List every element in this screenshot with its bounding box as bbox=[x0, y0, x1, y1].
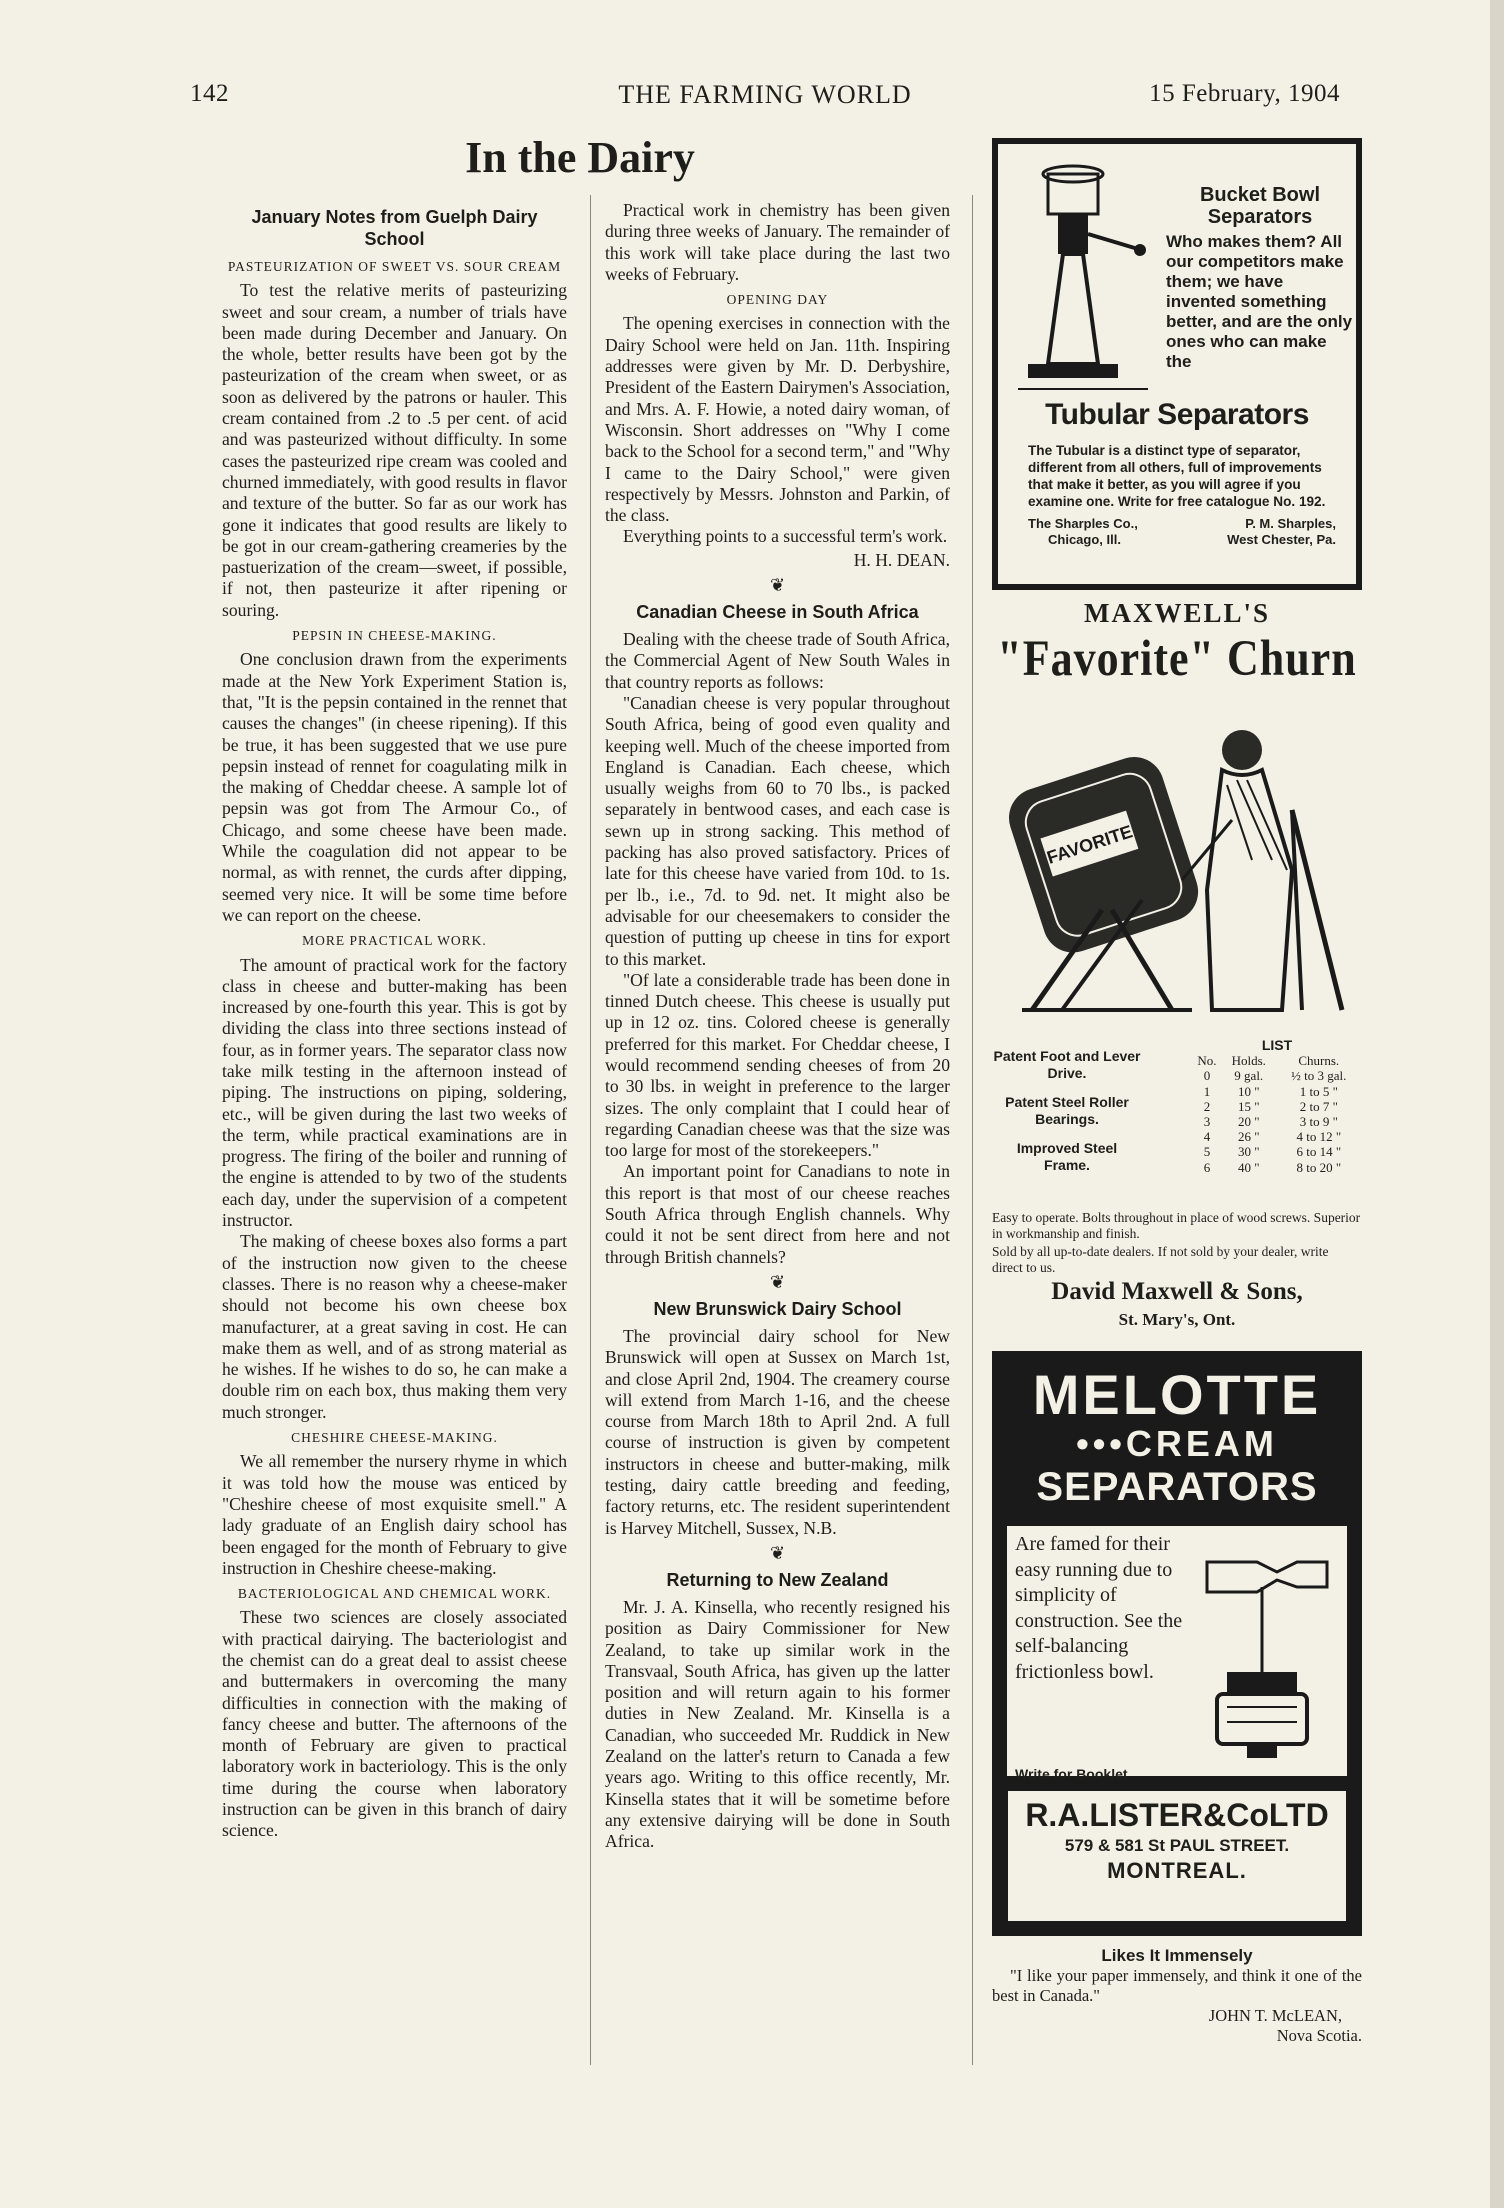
column-divider bbox=[972, 195, 973, 2065]
paragraph: The amount of practical work for the factory class in cheese and butter-making has been increased by one-fourth this year. This is got by dividing the class into three sections instead of four, as in former years. The separator class now take milk testing in the afternoon instead of piping. The instructions on piping, soldering, etc., will be given during the last two weeks of the term, while practical examinations are in progress. The firing of the boiler and running of the engine is attended to by two of the students each day, under the supervision of a competent instructor. bbox=[222, 954, 567, 1231]
melotte-body: Are famed for their easy running due to simplicity of construction. See the self-balancing frictionless bowl. bbox=[1015, 1533, 1183, 1683]
maxwell-fine-print bbox=[992, 1210, 1362, 1278]
address-chicago bbox=[1028, 516, 1178, 548]
maxwell-churn-advertisement bbox=[992, 598, 1362, 1343]
table-cell: 4 to 12 " bbox=[1296, 1129, 1342, 1145]
paragraph: The making of cheese boxes also forms a part of the instruction now given to the cheese classes. There is no reason why a cheese-maker should not become his own cheese box manufacturer, at a great saving in cost. He can make them as well, and of as strong material as he wishes. If he wishes to do so, he can make a double rim on each box, thus making them very much stronger. bbox=[222, 1231, 567, 1422]
table-row bbox=[1192, 1114, 1362, 1129]
article-column-1 bbox=[222, 200, 567, 1842]
paragraph: "Of late a considerable trade has been done in tinned Dutch cheese. This cheese is usually put up in 12 oz. tins. Colored cheese is generally preferred for this market. For Cheddar cheese, I would recommend sending cheeses of from 20 to 30 lbs. in weight in preference to the larger sizes. The only complaint that I could hear of regarding Canadian cheese was that the size was too large for most of the storekeepers." bbox=[605, 969, 950, 1161]
churn-size-table bbox=[1192, 1053, 1362, 1175]
table-cell: 2 to 7 " bbox=[1299, 1098, 1338, 1114]
article-title-south-africa: Canadian Cheese in South Africa bbox=[636, 602, 919, 623]
paragraph: An important point for Canadians to note in this report is that most of our cheese reaches South Africa through English channels. Why could it not be sent direct from here and not through British channels? bbox=[605, 1161, 950, 1267]
company-city: Chicago, Ill. bbox=[1048, 532, 1121, 547]
leaf-ornament-icon: ❦ bbox=[769, 1271, 786, 1292]
table-cell: 9 gal. bbox=[1234, 1068, 1264, 1084]
lister-street: 579 & 581 St PAUL STREET. bbox=[1064, 1836, 1290, 1855]
masthead: THE FARMING WORLD bbox=[618, 80, 912, 109]
feature-item: Patent Steel Roller Bearings. bbox=[1005, 1094, 1129, 1127]
feature-item: Patent Foot and Lever Drive. bbox=[993, 1048, 1141, 1081]
table-cell: 3 bbox=[1203, 1114, 1211, 1130]
paragraph: Dealing with the cheese trade of South Africa, the Commercial Agent of New South Wales in that country reports as follows: bbox=[605, 629, 950, 692]
issue-date: 15 February, 1904 bbox=[1149, 80, 1340, 107]
melotte-separators: SEPARATORS bbox=[1036, 1465, 1318, 1509]
paragraph: "Canadian cheese is very popular throughout South Africa, being of good even quality and keeping well. Much of the cheese imported from England is Canadian. Each cheese, which usually weighs from 60 to 70 lbs., is packed separately in bentwood cases, and each case is sewn up in strong sacking. This method of packing has also proved satisfactory. Prices of late for this cheese have varied from 10d. to 1s. per lb., i.e., 7d. to 9d. net. It might also be advisable for our cheesemakers to consider the question of putting up cheese in tins for export to this market. bbox=[605, 692, 950, 969]
subhead-pepsin: PEPSIN IN CHEESE-MAKING. bbox=[292, 628, 497, 644]
maxwell-firm-place: St. Mary's, Ont. bbox=[1118, 1310, 1236, 1329]
table-header: Holds. bbox=[1231, 1053, 1266, 1069]
table-cell: 5 bbox=[1203, 1144, 1211, 1160]
article-column-2 bbox=[605, 200, 950, 1852]
melotte-cream-text: CREAM bbox=[1125, 1423, 1278, 1464]
leaf-ornament-icon: ❦ bbox=[769, 575, 786, 596]
lister-company: R.A.LISTER&CoLTD bbox=[1025, 1797, 1329, 1833]
table-cell: ½ to 3 gal. bbox=[1291, 1068, 1347, 1084]
tubular-separators-title: Tubular Separators bbox=[1045, 398, 1309, 431]
table-header: No. bbox=[1197, 1053, 1217, 1069]
paragraph: These two sciences are closely associated with practical dairying. The bacteriologist and the chemist can do a great deal to assist cheese and buttermakers in overcoming the many difficulties in connection with the making of fancy cheese and butter. The afternoons of the month of February are given to practical laboratory work in bacteriology. This is the only time during the course when laboratory instruction can be given in this branch of dairy science. bbox=[222, 1607, 567, 1841]
feature-item: Improved Steel Frame. bbox=[1016, 1140, 1118, 1173]
table-header: Churns. bbox=[1298, 1053, 1340, 1069]
paragraph: Mr. J. A. Kinsella, who recently resigned his position as Dairy Commissioner for New Zealand, to take up similar work in the Transvaal, South Africa, has given up the latter position and will return again to his former duties in New Zealand. Mr. Kinsella is a Canadian, who succeeded Mr. Ruddick in New Zealand on the latter's return to Canada a few years ago. Writing to this office recently, Mr. Kinsella states that it will be sometime before any extensive dairying will be done in South Africa. bbox=[605, 1596, 950, 1852]
leaf-ornament-icon: ❦ bbox=[769, 1542, 786, 1563]
table-cell: 10 " bbox=[1237, 1083, 1260, 1099]
table-cell: 6 to 14 " bbox=[1296, 1144, 1342, 1160]
letter-quote: "I like your paper immensely, and think it one of the best in Canada." bbox=[992, 1966, 1362, 2005]
paragraph: The opening exercises in connection with the Dairy School were held on Jan. 11th. Inspiring addresses were given by Mr. D. Derbyshire, President of the Eastern Dairymen's Association, and Mrs. A. F. Howie, a noted dairy woman, of Wisconsin. Short addresses on "Why I come back to the School for a second term," and "Why I came to the Dairy School," were given respectively by Messrs. Johnston and Parkin, of the class. bbox=[605, 313, 950, 526]
article-title-new-brunswick: New Brunswick Dairy School bbox=[653, 1298, 902, 1319]
table-cell: 8 to 20 " bbox=[1296, 1159, 1342, 1175]
article-title-new-zealand: Returning to New Zealand bbox=[666, 1569, 889, 1590]
bucket-separator-illustration-icon bbox=[1008, 154, 1158, 404]
subhead-practical-work: MORE PRACTICAL WORK. bbox=[302, 933, 487, 949]
table-cell: 26 " bbox=[1237, 1129, 1260, 1145]
subhead-pasteurization: PASTEURIZATION OF SWEET VS. SOUR CREAM bbox=[227, 259, 562, 274]
letter-signature-name: JOHN T. McLEAN, bbox=[1208, 2006, 1342, 2025]
author-signature: H. H. DEAN. bbox=[853, 549, 950, 570]
table-cell: 30 " bbox=[1237, 1144, 1260, 1160]
table-cell: 4 bbox=[1203, 1129, 1211, 1145]
lister-panel bbox=[1005, 1788, 1349, 1924]
fine-print: Easy to operate. Bolts throughout in place of wood screws. Superior in workmanship and finish. bbox=[992, 1210, 1361, 1241]
letter-heading: Likes It Immensely bbox=[1101, 1946, 1253, 1965]
sharples-body: Who makes them? All our competitors make them; we have invented something better, and are the only ones who can make the bbox=[1166, 232, 1353, 371]
table-row bbox=[1192, 1068, 1362, 1083]
scan-edge bbox=[1490, 0, 1504, 2208]
paragraph: The provincial dairy school for New Brunswick will open at Sussex on March 1st, and close April 2nd, 1904. The creamery course will extend from March 1-16, and the cheese course from March 18th to April 2nd. A full course of instruction is given by competent instructors in cheese and butter-making, milk testing, dairy cattle breeding and feeding, factory returns, etc. The resident superintendent is Harvey Mitchell, Sussex, N.B. bbox=[605, 1325, 950, 1538]
melotte-cream bbox=[997, 1424, 1357, 1464]
write-for-booklet: Write for Booklet bbox=[1015, 1766, 1128, 1782]
paragraph: Everything points to a successful term's work. bbox=[623, 526, 948, 547]
favorite-churn-title: "Favorite" Churn bbox=[997, 630, 1357, 687]
dots-ornament-icon: ••• bbox=[1076, 1423, 1126, 1464]
page-header bbox=[190, 80, 1340, 120]
company-city: West Chester, Pa. bbox=[1227, 532, 1336, 547]
table-row bbox=[1192, 1084, 1362, 1099]
reader-letter bbox=[992, 1946, 1362, 2046]
table-cell: 40 " bbox=[1237, 1159, 1260, 1175]
melotte-title: MELOTTE bbox=[1032, 1363, 1322, 1426]
advertisement-column bbox=[992, 138, 1362, 2046]
article-title-guelph: January Notes from Guelph Dairy School bbox=[251, 207, 538, 249]
list-title: LIST bbox=[1261, 1037, 1293, 1053]
table-row bbox=[1192, 1144, 1362, 1159]
table-cell: 6 bbox=[1203, 1159, 1211, 1175]
paragraph: Practical work in chemistry has been given during three weeks of January. The remainder of this work will take place during the last two weeks of February. bbox=[605, 200, 950, 284]
churn-label: FAVORITE bbox=[1044, 821, 1135, 868]
table-row bbox=[1192, 1099, 1362, 1114]
churn-size-list bbox=[1192, 1038, 1362, 1175]
melotte-copy-panel bbox=[1005, 1524, 1349, 1782]
table-cell: 15 " bbox=[1237, 1098, 1260, 1114]
subhead-cheshire: CHESHIRE CHEESE-MAKING. bbox=[291, 1430, 498, 1446]
paragraph: We all remember the nursery rhyme in which it was told how the mouse was enticed by "Cheshire cheese of most exquisite smell." A lady graduate of an English dairy school has been engaged for the month of February to give instruction in Cheshire cheese-making. bbox=[222, 1451, 567, 1578]
company-name: P. M. Sharples, bbox=[1245, 516, 1336, 531]
churn-illustration-icon bbox=[992, 710, 1362, 1030]
section-title: In the Dairy bbox=[465, 133, 695, 182]
letter-signature-place: Nova Scotia. bbox=[1276, 2026, 1362, 2045]
page-number: 142 bbox=[190, 80, 229, 107]
maxwell-firm-name: David Maxwell & Sons, bbox=[1051, 1278, 1303, 1305]
table-row bbox=[1192, 1160, 1362, 1175]
table-cell: 1 to 5 " bbox=[1299, 1083, 1338, 1099]
table-cell: 20 " bbox=[1237, 1114, 1260, 1130]
paragraph: One conclusion drawn from the experiments made at the New York Experiment Station is, that, "It is the pepsin contained in the rennet that causes the changes" (in cheese ripening). If this be true, it has been suggested that we use pure pepsin instead of rennet for coagulating milk in the making of Cheddar cheese. A sample lot of pepsin was got from The Armour Co., of Chicago, and some cheese have been made. While the coagulation did not appear to be normal, as with rennet, the curds after dipping, seemed very nice. It will be some time before we can report on the cheese. bbox=[222, 649, 567, 925]
maxwell-brand: MAXWELL'S bbox=[1083, 598, 1271, 628]
subhead-bacteriological: BACTERIOLOGICAL AND CHEMICAL WORK. bbox=[237, 1586, 552, 1602]
table-cell: 1 bbox=[1203, 1083, 1211, 1099]
subhead-opening-day: OPENING DAY bbox=[726, 292, 829, 308]
hand-bowl-illustration-icon bbox=[1187, 1532, 1337, 1772]
sharples-copy bbox=[1166, 184, 1354, 372]
fine-print: Sold by all up-to-date dealers. If not sold by your dealer, write direct to us. bbox=[992, 1244, 1329, 1275]
column-divider bbox=[590, 195, 591, 2065]
company-name: The Sharples Co., bbox=[1028, 516, 1138, 531]
table-cell: 0 bbox=[1203, 1068, 1211, 1084]
sharples-headline: Bucket Bowl Separators bbox=[1199, 184, 1321, 228]
table-cell: 3 to 9 " bbox=[1299, 1114, 1338, 1130]
sharples-advertisement bbox=[992, 138, 1362, 590]
sharples-description: The Tubular is a distinct type of separator, different from all others, full of improvements that make it better, as you will agree if you examine one. Write for free catalogue No. 192. bbox=[1028, 443, 1326, 509]
address-west-chester bbox=[1186, 516, 1336, 548]
paragraph: To test the relative merits of pasteurizing sweet and sour cream, a number of trials have been made during December and January. On the whole, better results have been got by the pasteurization of the cream when sweet, or as soon as delivered by the patrons or hauler. This cream contained from .2 to .5 per cent. of acid and was pasteurized without difficulty. In some cases the pasteurized ripe cream was cooled and churned immediately, with good results in flavor and texture of the butter. So far as our work has gone it indicates that good results are likely to be got in our cream-gathering creameries by the pastuerization of the cream—sweet, if possible, if not, then pasteurize it after ripening or souring. bbox=[222, 280, 567, 620]
table-cell: 2 bbox=[1203, 1098, 1211, 1114]
lister-city: MONTREAL. bbox=[1107, 1858, 1247, 1883]
table-row bbox=[1192, 1129, 1362, 1144]
churn-features bbox=[992, 1048, 1142, 1186]
melotte-advertisement bbox=[992, 1351, 1362, 1936]
